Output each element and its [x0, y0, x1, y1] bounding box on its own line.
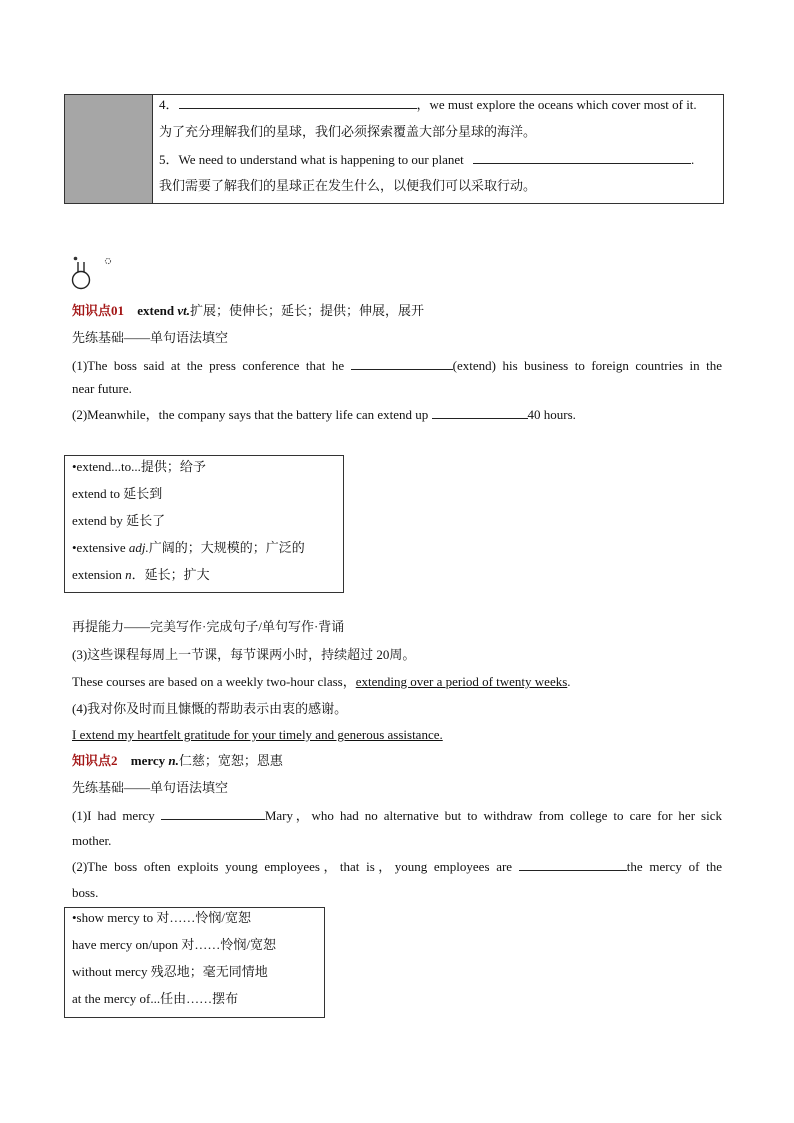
- kp2-q2-cont: boss.: [72, 885, 99, 900]
- kp1-q3-text: These courses are based on a weekly two-hour class，: [72, 674, 356, 689]
- kp2-word: mercy: [130, 753, 166, 768]
- kp2-q2: [72, 858, 722, 875]
- kp2-q2-text-a: (2)The boss often exploits young employees，that is，young employees are: [72, 859, 513, 874]
- item-5-end: .: [691, 152, 695, 167]
- kp1-box4-meaning: 广阔的；大规模的；广泛的: [148, 540, 305, 555]
- kp1-heading: [72, 303, 424, 319]
- table-item-4-cn: 为了充分理解我们的星球，我们必须探索覆盖大部分星球的海洋。: [159, 124, 537, 139]
- kp1-box-line-2: extend to 延长到: [72, 486, 163, 501]
- kp1-box4-word: •extensive: [72, 540, 129, 555]
- kp1-q2-text-b: 40 hours.: [527, 407, 576, 422]
- item-5-text: 5．We need to understand what is happening to our planet: [159, 152, 464, 167]
- kp2-q1: [72, 807, 722, 824]
- kp2-pos: n.: [168, 753, 179, 768]
- kp2-label: 知识点2: [72, 753, 118, 768]
- flask-icon: [71, 255, 117, 291]
- kp1-pos: vt.: [177, 303, 190, 318]
- kp1-box5-pos: n: [125, 567, 132, 582]
- kp1-q1-text-b: (extend) his business to foreign countries in the: [452, 358, 722, 373]
- table-item-5: [159, 151, 694, 168]
- kp2-box-line-2: have mercy on/upon 对……怜悯/宽恕: [72, 937, 276, 952]
- kp2-box-line-3: without mercy 残忍地；毫无同情地: [72, 964, 268, 979]
- table-item-4: [159, 96, 697, 113]
- kp1-q1: [72, 357, 722, 374]
- kp1-section1: 先练基础——单句语法填空: [72, 330, 229, 345]
- kp1-meaning: 扩展；使伸长；延长；提供；伸展，展开: [190, 303, 425, 318]
- kp1-word: extend: [137, 303, 175, 318]
- kp1-section2: 再提能力——完美写作·完成句子/单句写作·背诵: [72, 619, 345, 634]
- kp2-q2-blank[interactable]: [519, 858, 627, 871]
- item-4-blank[interactable]: [179, 96, 417, 109]
- kp2-meaning: 仁慈；宽恕；恩惠: [178, 753, 283, 768]
- table-gray-cell: [65, 95, 153, 203]
- item-4-number: 4．: [159, 97, 179, 112]
- kp1-q3-end: .: [567, 674, 571, 689]
- kp2-q1-text-a: (1)I had mercy: [72, 808, 155, 823]
- kp1-q4-cn: (4)我对你及时而且慷慨的帮助表示由衷的感谢。: [72, 701, 348, 716]
- kp1-label: 知识点01: [72, 303, 125, 318]
- kp2-q1-text-b: Mary，who had no alternative but to withdraw from college to care for her sick: [264, 808, 722, 823]
- kp1-q4-answer: I extend my heartfelt gratitude for your timely and generous assistance.: [72, 727, 443, 742]
- kp2-section1: 先练基础——单句语法填空: [72, 780, 229, 795]
- item-5-blank[interactable]: [473, 151, 691, 164]
- kp1-q3-en: [72, 674, 571, 690]
- kp1-q3-answer: extending over a period of twenty weeks: [355, 674, 568, 689]
- kp1-box-line-3: extend by 延长了: [72, 513, 166, 528]
- item-4-text: ，we must explore the oceans which cover most of it.: [416, 97, 697, 112]
- kp1-q2-text-a: (2)Meanwhile，the company says that the battery life can extend up: [72, 407, 429, 422]
- kp1-q2-blank[interactable]: [432, 406, 528, 419]
- kp2-heading: [72, 753, 283, 769]
- kp2-box-line-4: at the mercy of...任由……摆布: [72, 991, 239, 1006]
- kp2-q2-text-b: the mercy of the: [626, 859, 722, 874]
- kp1-q1-blank[interactable]: [351, 357, 453, 370]
- kp2-box-line-1: •show mercy to 对……怜悯/宽恕: [72, 910, 251, 925]
- kp1-q3-cn: (3)这些课程每周上一节课，每节课两小时，持续超过 20周。: [72, 647, 416, 662]
- kp1-box5-word: extension: [72, 567, 126, 582]
- kp1-box5-meaning: ．延长；扩大: [131, 567, 210, 582]
- kp1-box-line-4: [72, 540, 305, 556]
- table-item-5-cn: 我们需要了解我们的星球正在发生什么，以便我们可以采取行动。: [159, 178, 537, 193]
- kp2-q1-cont: mother.: [72, 833, 112, 848]
- kp1-q1-cont: near future.: [72, 381, 132, 396]
- kp1-q2: [72, 406, 576, 423]
- kp2-q1-blank[interactable]: [161, 807, 265, 820]
- kp1-q1-text-a: (1)The boss said at the press conference that he: [72, 358, 345, 373]
- kp1-box-line-5: [72, 567, 210, 583]
- kp1-box-line-1: •extend...to...提供；给予: [72, 459, 206, 474]
- kp1-box4-pos: adj.: [128, 540, 149, 555]
